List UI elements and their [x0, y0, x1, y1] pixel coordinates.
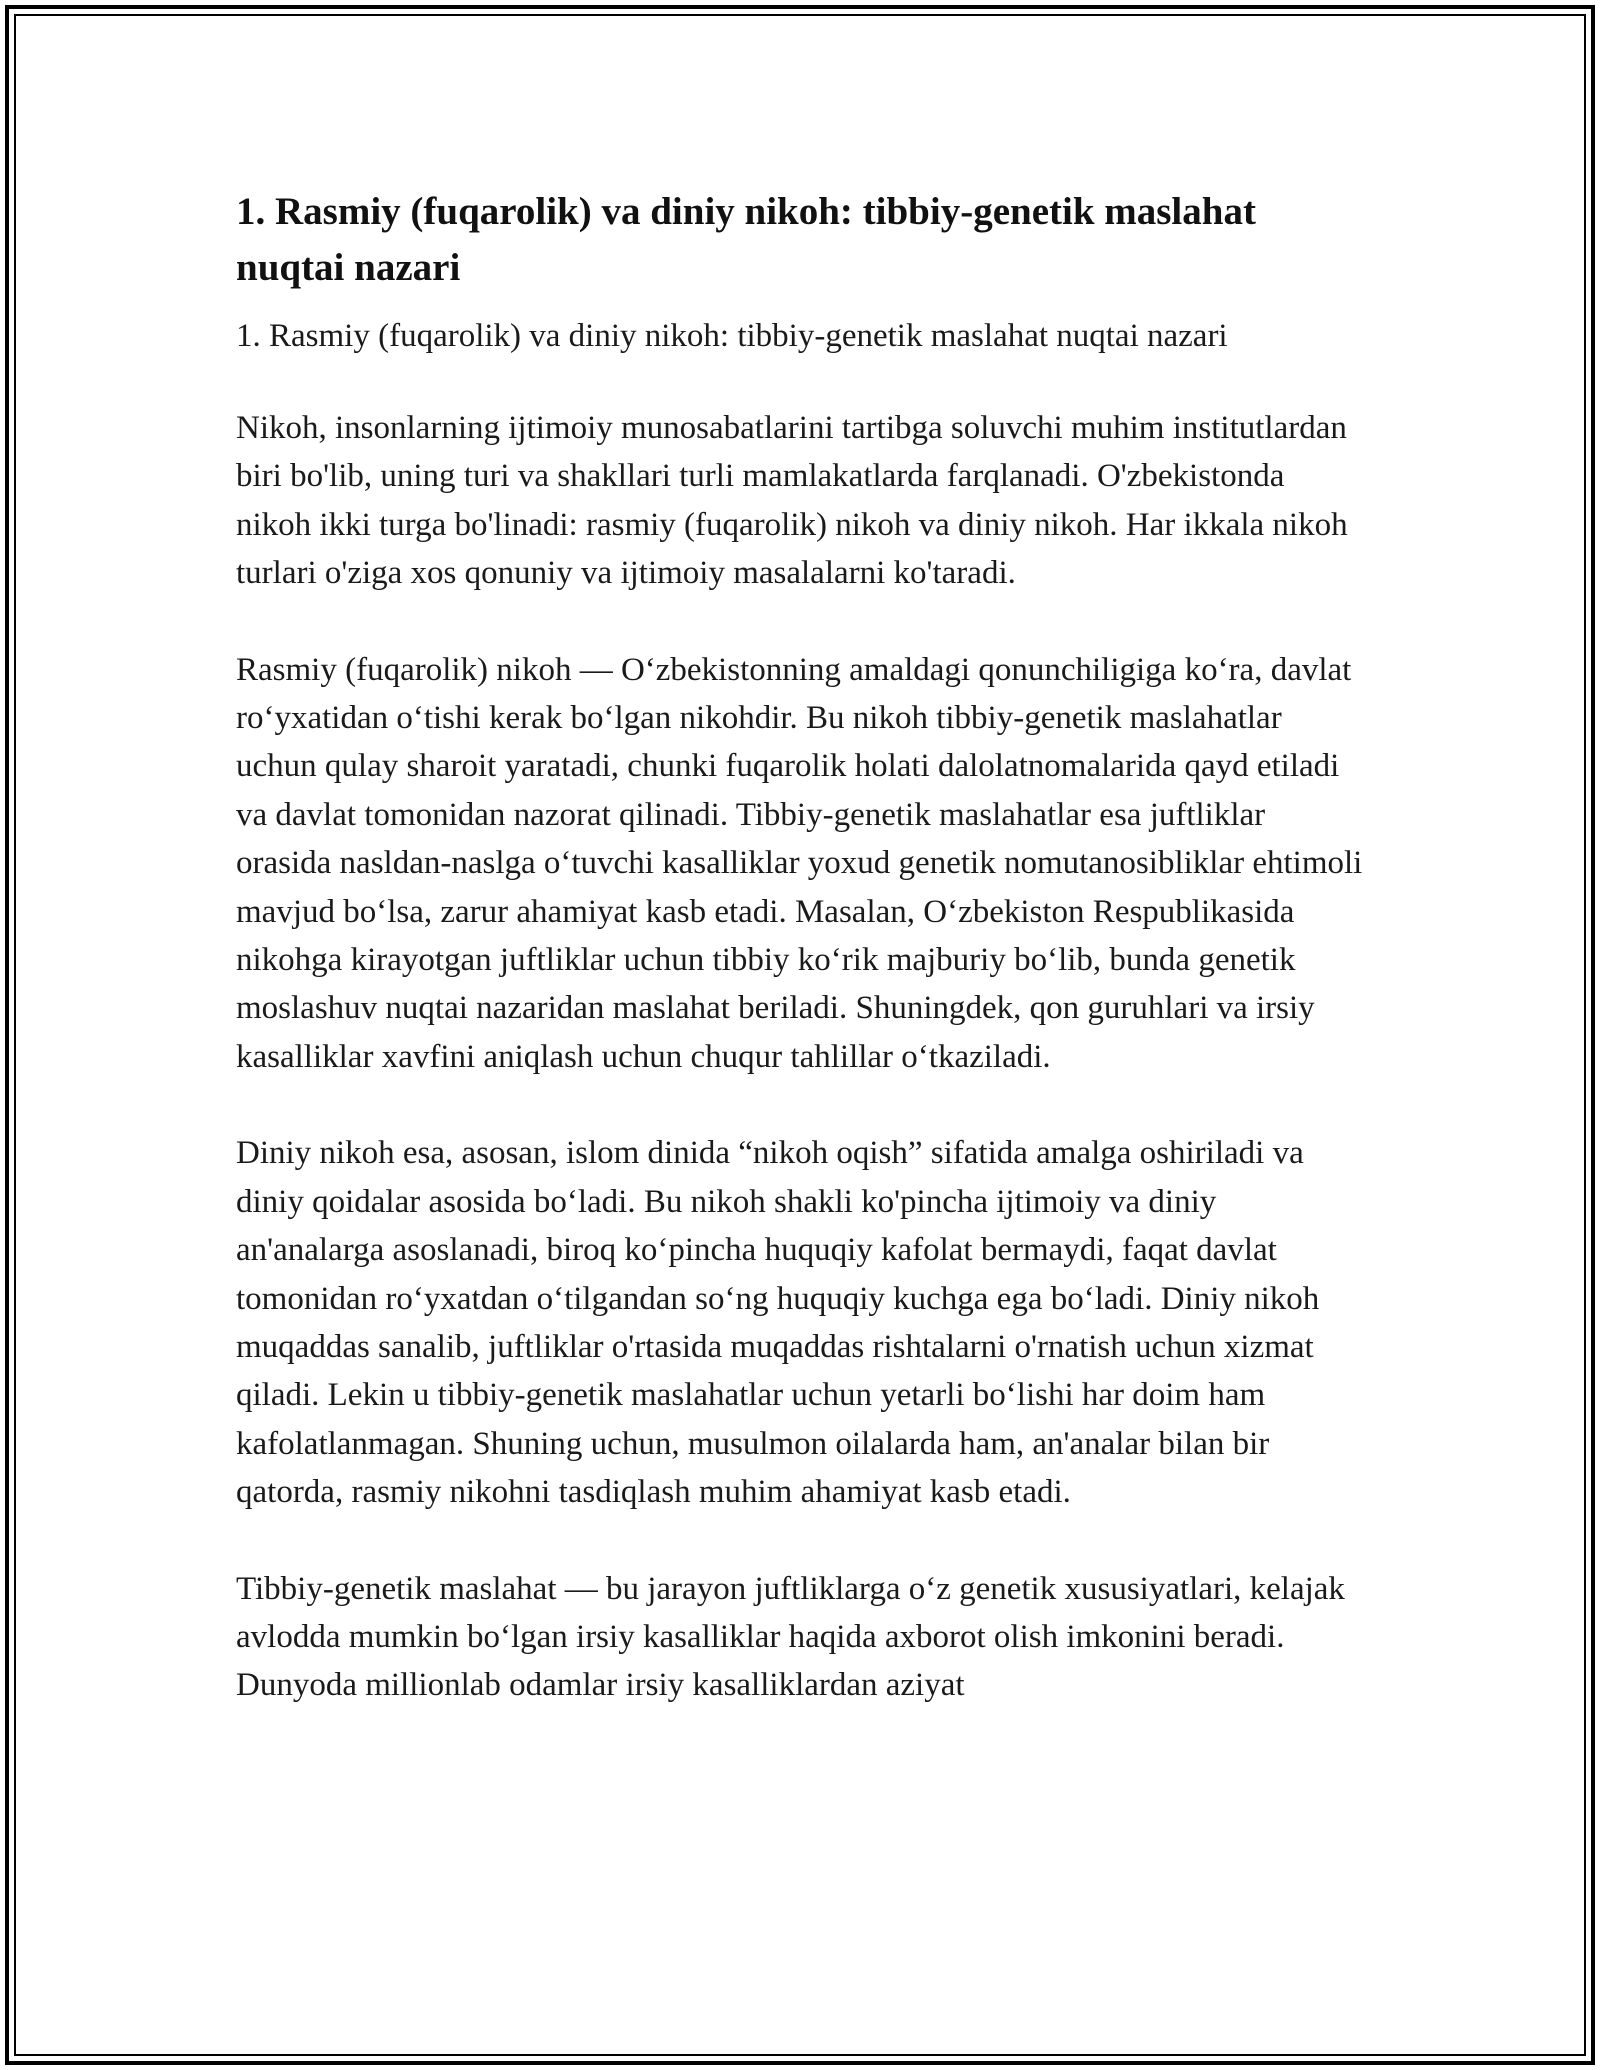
- paragraph-3: Diniy nikoh esa, asosan, islom dinida “nikoh oqish” sifatida amalga oshiriladi va diniy qoidalar asosida bo‘ladi. Bu nikoh shakli ko'pincha ijtimoiy va diniy an'analarga asoslanadi, biroq ko‘pincha huquqiy kafolat bermaydi, faqat davlat tomonidan ro‘yxatdan o‘tilgandan so‘ng huquqiy kuchga ega bo‘ladi. Diniy nikoh muqaddas sanalib, juftliklar o'rtasida muqaddas rishtalarni o'rnatish uchun xizmat qiladi. Lekin u tibbiy-genetik maslahatlar uchun yetarli bo‘lishi har doim ham kafolatlanmagan. Shuning uchun, musulmon oilalarda ham, an'analar bilan bir qatorda, rasmiy nikohni tasdiqlash muhim ahamiyat kasb etadi.: [236, 1135, 1320, 1511]
- paragraph-1: Nikoh, insonlarning ijtimoiy munosabatlarini tartibga soluvchi muhim institutlardan biri bo'lib, uning turi va shakllari turli mamlakatlarda farqlanadi. O'zbekistonda nikoh ikki turga bo'linadi: rasmiy (fuqarolik) nikoh va diniy nikoh. Har ikkala nikoh turlari o'ziga xos qonuniy va ijtimoiy masalalarni ko'taradi.: [236, 410, 1348, 592]
- document-page: [236, 184, 1366, 1710]
- section-subtitle: 1. Rasmiy (fuqarolik) va diniy nikoh: tibbiy-genetik maslahat nuqtai nazari: [236, 318, 1228, 354]
- paragraph-2: Rasmiy (fuqarolik) nikoh — O‘zbekistonning amaldagi qonunchiligiga ko‘ra, davlat ro‘yxatidan o‘tishi kerak bo‘lgan nikohdir. Bu nikoh tibbiy-genetik maslahatlar uchun qulay sharoit yaratadi, chunki fuqarolik holati dalolatnomalarida qayd etiladi va davlat tomonidan nazorat qilinadi. Tibbiy-genetik maslahatlar esa juftliklar orasida nasldan-naslga o‘tuvchi kasalliklar yoxud genetik nomutanosibliklar ehtimoli mavjud bo‘lsa, zarur ahamiyat kasb etadi. Masalan, O‘zbekiston Respublikasida nikohga kirayotgan juftliklar uchun tibbiy ko‘rik majburiy bo‘lib, bunda genetik moslashuv nuqtai nazaridan maslahat beriladi. Shuningdek, qon guruhlari va irsiy kasalliklar xavfini aniqlash uchun chuqur tahlillar o‘tkaziladi.: [236, 651, 1363, 1075]
- page-title: 1. Rasmiy (fuqarolik) va diniy nikoh: tibbiy-genetik maslahat nuqtai nazari: [236, 190, 1256, 289]
- paragraph-4: Tibbiy-genetik maslahat — bu jarayon juftliklarga o‘z genetik xususiyatlari, kelajak avlodda mumkin bo‘lgan irsiy kasalliklar haqida axborot olish imkonini beradi. Dunyoda millionlab odamlar irsiy kasalliklardan aziyat: [236, 1570, 1345, 1704]
